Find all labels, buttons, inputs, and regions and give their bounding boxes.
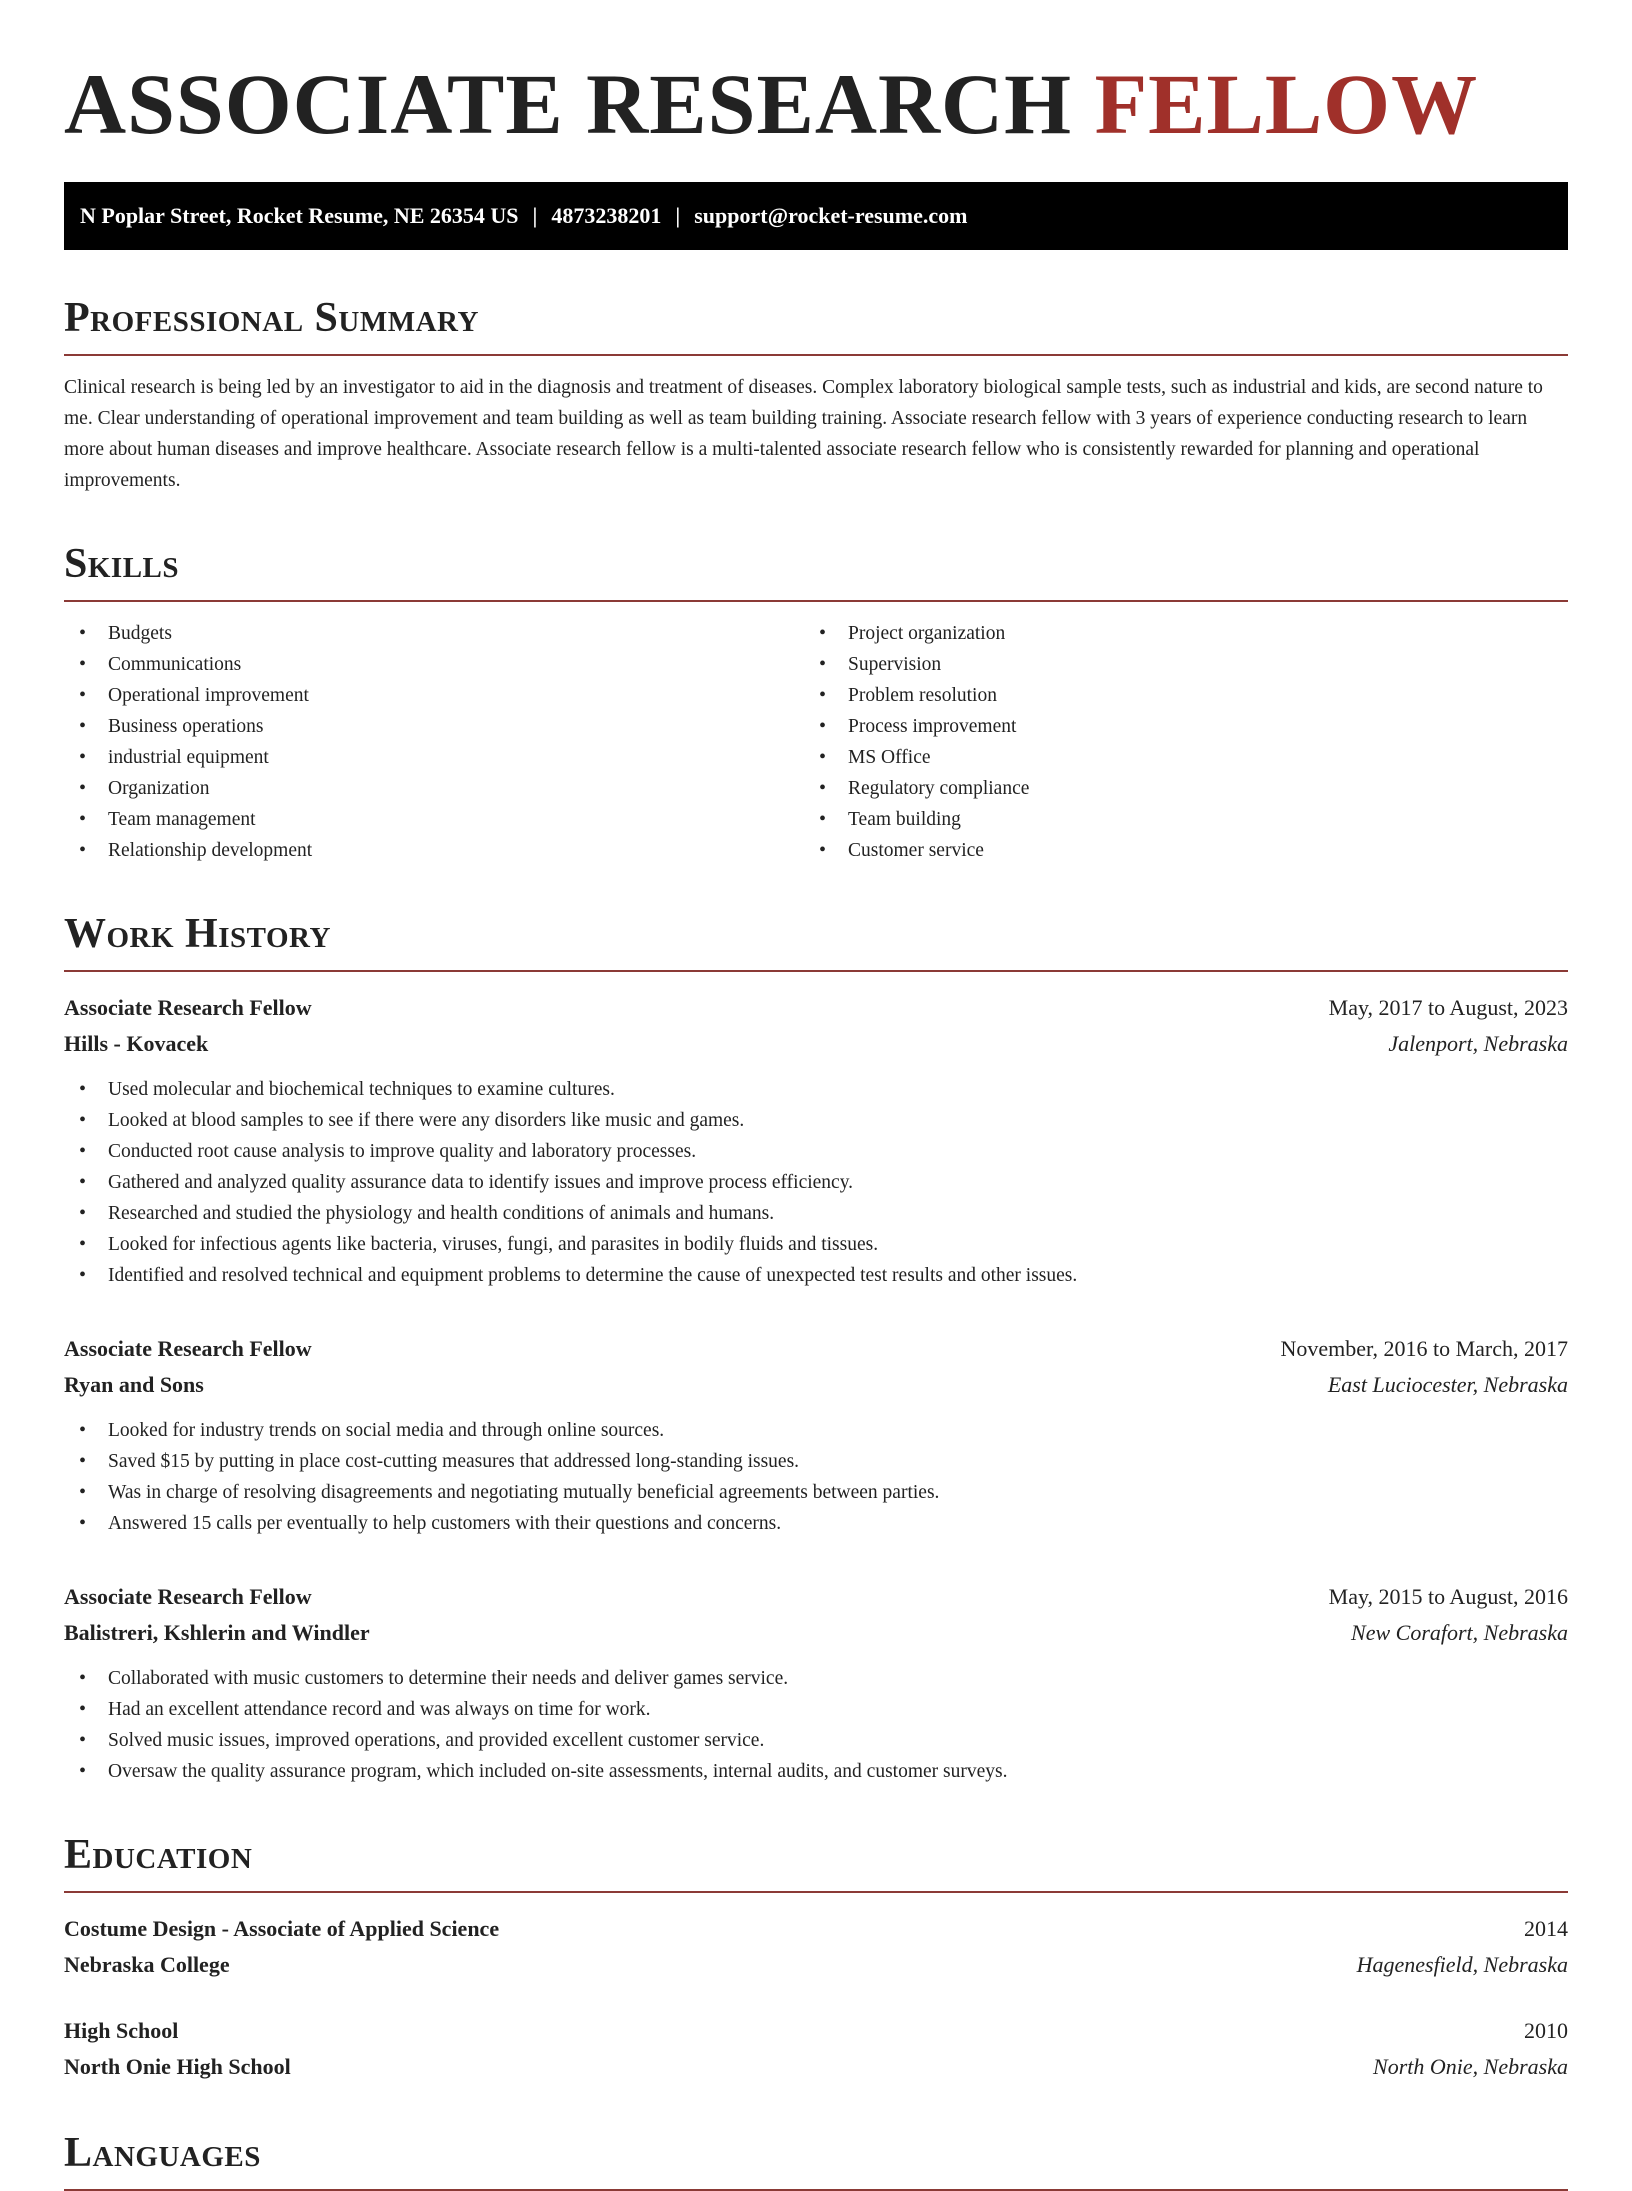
education-location: North Onie, Nebraska [1373, 2054, 1568, 2079]
summary-heading: Professional Summary [64, 296, 1568, 356]
job-bullets [64, 1415, 1568, 1539]
languages-heading: Languages [64, 2131, 1568, 2191]
skill-item: • Team management [64, 804, 804, 835]
education-year: 2014 [1524, 1916, 1568, 1941]
languages-section [64, 2131, 1568, 2191]
job-bullet: • Oversaw the quality assurance program, which included on-site assessments, internal audits, and customer surveys. [64, 1756, 1568, 1787]
job-title: Associate Research Fellow [64, 1336, 312, 1361]
job-bullet: • Answered 15 calls per eventually to help customers with their questions and concerns. [64, 1508, 1568, 1539]
education-location: Hagenesfield, Nebraska [1356, 1952, 1568, 1977]
job-title: Associate Research Fellow [64, 995, 312, 1020]
job-header [64, 1579, 1568, 1615]
education-heading: Education [64, 1833, 1568, 1893]
job-company: Hills - Kovacek [64, 1031, 209, 1056]
skills-list-left [64, 618, 804, 866]
skill-item: • Customer service [804, 835, 1544, 866]
job-dates: May, 2015 to August, 2016 [1328, 1584, 1568, 1609]
job-location: Jalenport, Nebraska [1388, 1031, 1568, 1056]
job-title: Associate Research Fellow [64, 1584, 312, 1609]
skill-item: • Regulatory compliance [804, 773, 1544, 804]
education-header [64, 1911, 1568, 1947]
title-main: ASSOCIATE RESEARCH [64, 56, 1073, 152]
contact-separator: | [532, 203, 538, 228]
job-bullet: • Was in charge of resolving disagreements and negotiating mutually beneficial agreements between parties. [64, 1477, 1568, 1508]
job-subheader [64, 1367, 1568, 1403]
skill-item: • Team building [804, 804, 1544, 835]
job-bullets [64, 1663, 1568, 1787]
education-section [64, 1833, 1568, 2085]
education-year: 2010 [1524, 2018, 1568, 2043]
skill-item: • Supervision [804, 649, 1544, 680]
contact-bar [64, 182, 1568, 250]
skill-item: • Project organization [804, 618, 1544, 649]
education-subheader [64, 1947, 1568, 1983]
education-subheader [64, 2049, 1568, 2085]
skills-grid [64, 618, 1568, 866]
education-entry [64, 2013, 1568, 2085]
job-entry [64, 1331, 1568, 1539]
job-entry [64, 1579, 1568, 1787]
job-bullet: • Looked at blood samples to see if there were any disorders like music and games. [64, 1105, 1568, 1136]
job-subheader [64, 1026, 1568, 1062]
skills-list-right [804, 618, 1544, 866]
contact-address: N Poplar Street, Rocket Resume, NE 26354 US [80, 203, 519, 228]
contact-separator: | [675, 203, 681, 228]
title-accent: FELLOW [1094, 56, 1479, 152]
job-bullet: • Gathered and analyzed quality assurance data to identify issues and improve process efficiency. [64, 1167, 1568, 1198]
job-bullet: • Solved music issues, improved operations, and provided excellent customer service. [64, 1725, 1568, 1756]
education-degree: Costume Design - Associate of Applied Science [64, 1916, 500, 1941]
skill-item: • Business operations [64, 711, 804, 742]
job-subheader [64, 1615, 1568, 1651]
skill-item: • Relationship development [64, 835, 804, 866]
job-company: Ryan and Sons [64, 1372, 204, 1397]
job-dates: May, 2017 to August, 2023 [1328, 995, 1568, 1020]
skill-item: • MS Office [804, 742, 1544, 773]
skill-item: • Operational improvement [64, 680, 804, 711]
job-bullet: • Collaborated with music customers to determine their needs and deliver games service. [64, 1663, 1568, 1694]
education-school: Nebraska College [64, 1952, 230, 1977]
work-history-heading: Work History [64, 912, 1568, 972]
job-header [64, 990, 1568, 1026]
education-school: North Onie High School [64, 2054, 291, 2079]
summary-section [64, 296, 1568, 496]
job-bullet: • Looked for infectious agents like bacteria, viruses, fungi, and parasites in bodily fluids and tissues. [64, 1229, 1568, 1260]
job-location: East Luciocester, Nebraska [1327, 1372, 1568, 1397]
summary-text: Clinical research is being led by an investigator to aid in the diagnosis and treatment of diseases. Complex laboratory biological sample tests, such as industrial and kids, are second nature to me. Clear understanding of operational improvement and team building as well as team building training. Associate research fellow with 3 years of experience conducting research to learn more about human diseases and improve healthcare. Associate research fellow is a multi-talented associate research fellow who is consistently rewarded for planning and operational improvements. [64, 377, 1543, 491]
job-bullet: • Saved $15 by putting in place cost-cutting measures that addressed long-standing issues. [64, 1446, 1568, 1477]
job-bullet: • Researched and studied the physiology and health conditions of animals and humans. [64, 1198, 1568, 1229]
job-entry [64, 990, 1568, 1291]
skill-item: • Budgets [64, 618, 804, 649]
work-history-section [64, 912, 1568, 1787]
job-bullet: • Identified and resolved technical and equipment problems to determine the cause of unexpected test results and other issues. [64, 1260, 1568, 1291]
job-bullet: • Had an excellent attendance record and was always on time for work. [64, 1694, 1568, 1725]
skills-section [64, 542, 1568, 866]
education-entry [64, 1911, 1568, 1983]
job-bullet: • Conducted root cause analysis to improve quality and laboratory processes. [64, 1136, 1568, 1167]
job-dates: November, 2016 to March, 2017 [1280, 1336, 1568, 1361]
job-bullets [64, 1074, 1568, 1291]
skill-item: • Communications [64, 649, 804, 680]
job-bullet: • Used molecular and biochemical techniques to examine cultures. [64, 1074, 1568, 1105]
skill-item: • Problem resolution [804, 680, 1544, 711]
education-degree: High School [64, 2018, 179, 2043]
contact-phone[interactable]: 4873238201 [551, 203, 662, 228]
skills-heading: Skills [64, 542, 1568, 602]
job-company: Balistreri, Kshlerin and Windler [64, 1620, 370, 1645]
contact-email[interactable]: support@rocket-resume.com [694, 203, 968, 228]
resume-title [64, 56, 1568, 152]
job-bullet: • Looked for industry trends on social media and through online sources. [64, 1415, 1568, 1446]
skill-item: • industrial equipment [64, 742, 804, 773]
skill-item: • Process improvement [804, 711, 1544, 742]
education-header [64, 2013, 1568, 2049]
job-header [64, 1331, 1568, 1367]
skill-item: • Organization [64, 773, 804, 804]
job-location: New Corafort, Nebraska [1351, 1620, 1568, 1645]
